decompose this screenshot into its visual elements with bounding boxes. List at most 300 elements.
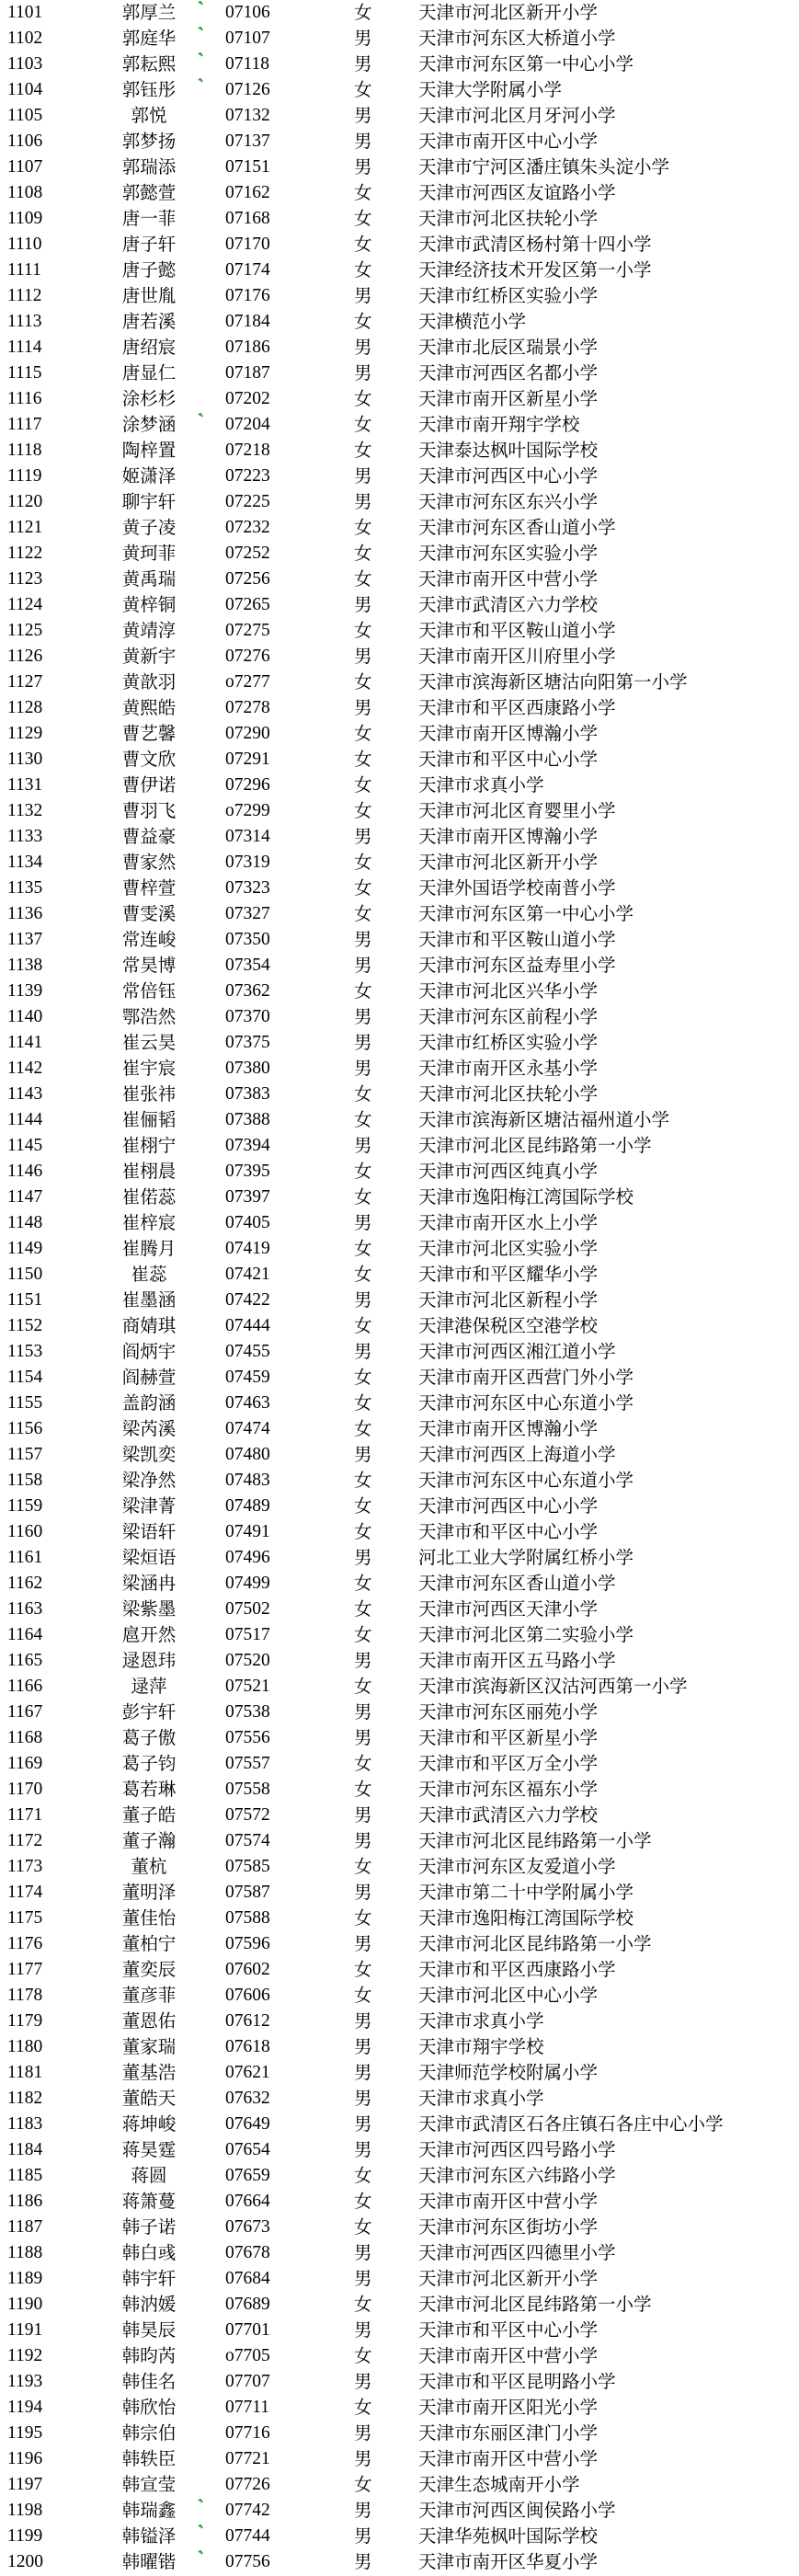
exam-code: 07612: [225, 2011, 270, 2031]
row-number: 1112: [7, 286, 42, 305]
row-number: 1199: [7, 2526, 43, 2546]
school-name: 天津市南开区中营小学: [418, 568, 599, 590]
school-name: 天津市南开区新星小学: [418, 388, 599, 409]
table-row: [0, 1391, 799, 1416]
gender: 男: [354, 2551, 372, 2572]
table-row: [0, 721, 799, 747]
school-name: 天津市滨海新区塘沽福州道小学: [418, 1109, 670, 1130]
student-name: 涂梦涵: [121, 414, 177, 435]
table-row: [0, 1880, 799, 1906]
table-row: [0, 180, 799, 206]
school-name: 天津市河北区育婴里小学: [418, 800, 616, 821]
table-row: [0, 2189, 799, 2215]
table-row: [0, 644, 799, 670]
exam-code: o7299: [225, 801, 270, 820]
exam-code: 07137: [225, 132, 270, 151]
table-row: [0, 979, 799, 1004]
gender: 女: [354, 877, 372, 899]
exam-code: 07419: [225, 1239, 270, 1258]
school-name: 天津市河西区湘江道小学: [418, 1341, 616, 1362]
row-number: 1190: [7, 2295, 43, 2314]
row-number: 1113: [7, 312, 42, 331]
row-number: 1123: [7, 569, 43, 589]
school-name: 天津市河东区益寿里小学: [418, 955, 616, 976]
student-name: 姬潇泽: [121, 465, 177, 487]
student-name: 崔栩宁: [121, 1135, 177, 1156]
student-name: 黄梓铜: [121, 594, 177, 615]
exam-code: 07664: [225, 2192, 270, 2211]
school-name: 天津市武清区六力学校: [418, 594, 599, 615]
gender: 男: [354, 1804, 372, 1826]
gender: 女: [354, 1238, 372, 1259]
school-name: 天津市河北区第二实验小学: [418, 1624, 634, 1645]
school-name: 天津市南开区中营小学: [418, 2191, 599, 2212]
row-number: 1161: [7, 1548, 43, 1567]
school-name: 天津市河东区大桥道小学: [418, 28, 616, 49]
gender: 男: [354, 1650, 372, 1671]
table-row: [0, 1622, 799, 1648]
exam-code: 07556: [225, 1728, 270, 1747]
table-row: [0, 1906, 799, 1931]
school-name: 天津市河北区昆纬路第一小学: [418, 1830, 652, 1851]
exam-code: 07602: [225, 1960, 270, 1979]
row-number: 1180: [7, 2037, 43, 2056]
row-number: 1188: [7, 2243, 43, 2262]
table-row: [0, 1262, 799, 1288]
green-tick-mark-icon: [197, 2549, 208, 2575]
student-name: 董柏宁: [121, 1933, 177, 1954]
table-row: [0, 541, 799, 567]
exam-code: 07168: [225, 209, 270, 228]
gender: 男: [354, 955, 372, 976]
green-tick-mark-icon: [197, 2524, 208, 2549]
gender: 男: [354, 2062, 372, 2083]
school-name: 天津市逸阳梅江湾国际学校: [418, 1907, 634, 1929]
school-name: 天津生态城南开小学: [418, 2474, 580, 2495]
table-row: [0, 876, 799, 901]
row-number: 1116: [7, 389, 42, 408]
school-name: 天津市河东区友爱道小学: [418, 1856, 616, 1877]
row-number: 1194: [7, 2398, 43, 2417]
student-name: 郭耘熙: [121, 53, 177, 74]
exam-code: 07132: [225, 106, 270, 125]
table-row: [0, 1931, 799, 1957]
school-name: 天津市和平区昆明路小学: [418, 2371, 616, 2392]
table-row: [0, 206, 799, 232]
exam-code: 07463: [225, 1393, 270, 1413]
gender: 女: [354, 1856, 372, 1877]
school-name: 天津市和平区西康路小学: [418, 1959, 616, 1980]
student-name: 葛若琳: [121, 1779, 177, 1800]
gender: 男: [354, 156, 372, 177]
school-name: 天津市河西区闽侯路小学: [418, 2500, 616, 2521]
table-row: [0, 232, 799, 258]
table-row: [0, 1185, 799, 1210]
school-name: 天津市南开区中营小学: [418, 2345, 599, 2366]
gender: 女: [354, 259, 372, 280]
gender: 女: [354, 568, 372, 590]
student-name: 唐一菲: [121, 208, 177, 229]
gender: 女: [354, 1573, 372, 1594]
row-number: 1120: [7, 492, 43, 511]
table-row: [0, 1828, 799, 1854]
exam-code: 07218: [225, 441, 270, 460]
table-row: [0, 26, 799, 52]
row-number: 1198: [7, 2501, 43, 2520]
school-name: 天津市武清区杨村第十四小学: [418, 234, 652, 255]
exam-code: 07596: [225, 1934, 270, 1953]
exam-code: 07489: [225, 1496, 270, 1516]
student-name: 郭厚兰: [121, 2, 177, 23]
table-row: [0, 927, 799, 953]
row-number: 1168: [7, 1728, 43, 1747]
school-name: 天津经济技术开发区第一小学: [418, 259, 652, 280]
student-name: 梁芮溪: [121, 1418, 177, 1439]
student-name: 聊宇轩: [121, 491, 177, 512]
gender: 男: [354, 105, 372, 126]
student-name: 韩昀芮: [121, 2345, 177, 2366]
table-row: [0, 412, 799, 438]
gender: 女: [354, 311, 372, 332]
exam-code: 07362: [225, 981, 270, 1001]
student-name: 韩佳名: [121, 2371, 177, 2392]
exam-code: 07483: [225, 1471, 270, 1490]
row-number: 1157: [7, 1445, 43, 1464]
table-row: [0, 824, 799, 850]
school-name: 天津市和平区耀华小学: [418, 1264, 599, 1285]
school-name: 天津市河东区丽苑小学: [418, 1701, 599, 1723]
exam-code: 07327: [225, 904, 270, 923]
table-row: [0, 1674, 799, 1700]
student-name: 曹伊诺: [121, 774, 177, 796]
school-name: 天津市翔宇学校: [418, 2036, 544, 2057]
student-name: 董佳怡: [121, 1907, 177, 1929]
table-row: [0, 2163, 799, 2189]
gender: 女: [354, 2474, 372, 2495]
exam-code: 07265: [225, 595, 270, 614]
student-name: 郭梦扬: [121, 131, 177, 152]
student-name: 崔栩晨: [121, 1161, 177, 1182]
student-name: 崔俪韬: [121, 1109, 177, 1130]
row-number: 1141: [7, 1033, 43, 1052]
table-row: [0, 2369, 799, 2395]
row-number: 1127: [7, 672, 43, 692]
student-name: 逯萍: [131, 1676, 167, 1697]
row-number: 1126: [7, 647, 43, 666]
exam-code: 07618: [225, 2037, 270, 2056]
school-name: 天津市滨海新区塘沽向阳第一小学: [418, 671, 688, 693]
row-number: 1185: [7, 2166, 43, 2185]
exam-code: 07296: [225, 775, 270, 795]
gender: 男: [354, 2371, 372, 2392]
exam-code: 07742: [225, 2501, 270, 2520]
school-name: 天津市南开区永基小学: [418, 1058, 599, 1079]
school-name: 天津市南开区五马路小学: [418, 1650, 616, 1671]
exam-code: 07176: [225, 286, 270, 305]
table-row: [0, 1545, 799, 1571]
student-name: 逯恩玮: [121, 1650, 177, 1671]
row-number: 1131: [7, 775, 43, 795]
student-name: 董明泽: [121, 1882, 177, 1903]
row-number: 1197: [7, 2475, 43, 2494]
exam-code: 07276: [225, 647, 270, 666]
school-name: 天津市和平区中心小学: [418, 749, 599, 770]
student-name: 曹文欣: [121, 749, 177, 770]
student-name: 董子瀚: [121, 1830, 177, 1851]
row-number: 1163: [7, 1599, 43, 1619]
gender: 女: [354, 1161, 372, 1182]
exam-code: 07383: [225, 1084, 270, 1104]
gender: 女: [354, 1186, 372, 1208]
school-name: 天津外国语学校南普小学: [418, 877, 616, 899]
table-row: [0, 1133, 799, 1159]
student-name: 黄熙皓: [121, 697, 177, 718]
gender: 女: [354, 1907, 372, 1929]
student-name: 葛子钧: [121, 1753, 177, 1774]
exam-code: 07204: [225, 415, 270, 434]
row-number: 1115: [7, 363, 42, 383]
student-name: 蒋箫蔓: [121, 2191, 177, 2212]
gender: 男: [354, 53, 372, 74]
student-name: 韩白彧: [121, 2242, 177, 2263]
exam-code: 07106: [225, 3, 270, 22]
school-name: 天津华苑枫叶国际学校: [418, 2525, 599, 2547]
exam-code: 07459: [225, 1368, 270, 1387]
row-number: 1192: [7, 2346, 43, 2365]
school-name: 天津港保税区空港学校: [418, 1315, 599, 1336]
table-row: [0, 1416, 799, 1442]
gender: 男: [354, 1212, 372, 1233]
gender: 男: [354, 1547, 372, 1568]
table-row: [0, 438, 799, 464]
exam-code: 07202: [225, 389, 270, 408]
table-row: [0, 155, 799, 180]
school-name: 河北工业大学附属红桥小学: [418, 1547, 634, 1568]
gender: 女: [354, 1083, 372, 1105]
gender: 男: [354, 465, 372, 487]
exam-code: 07375: [225, 1033, 270, 1052]
gender: 女: [354, 1367, 372, 1388]
exam-code: 07184: [225, 312, 270, 331]
student-name: 梁凯奕: [121, 1444, 177, 1465]
table-row: [0, 1468, 799, 1494]
school-name: 天津市南开区阳光小学: [418, 2397, 599, 2418]
table-row: [0, 1648, 799, 1674]
table-row: [0, 309, 799, 335]
school-name: 天津泰达枫叶国际学校: [418, 440, 599, 461]
school-name: 天津市北辰区瑞景小学: [418, 337, 599, 358]
row-number: 1143: [7, 1084, 43, 1104]
row-number: 1140: [7, 1007, 43, 1026]
student-name: 崔云昊: [121, 1032, 177, 1053]
student-name: 阎赫萱: [121, 1367, 177, 1388]
student-name: 董奕辰: [121, 1959, 177, 1980]
student-name: 蒋昊霆: [121, 2139, 177, 2160]
table-row: [0, 515, 799, 541]
school-name: 天津市河北区新开小学: [418, 2268, 599, 2289]
table-row: [0, 489, 799, 515]
school-name: 天津市河北区中心小学: [418, 1985, 599, 2006]
gender: 男: [354, 2010, 372, 2032]
exam-code: 07174: [225, 260, 270, 280]
student-name: 韩汭媛: [121, 2294, 177, 2315]
school-name: 天津市河北区实验小学: [418, 1238, 599, 1259]
gender: 男: [354, 929, 372, 950]
student-name: 崔墨涵: [121, 1289, 177, 1311]
school-name: 天津市河北区昆纬路第一小学: [418, 2294, 652, 2315]
gender: 女: [354, 1985, 372, 2006]
exam-code: 07744: [225, 2526, 270, 2546]
table-row: [0, 773, 799, 798]
row-number: 1156: [7, 1419, 43, 1438]
table-row: [0, 567, 799, 592]
gender: 女: [354, 1521, 372, 1542]
school-name: 天津市河西区名都小学: [418, 362, 599, 384]
exam-code: 07278: [225, 698, 270, 717]
school-name: 天津市求真小学: [418, 2010, 544, 2032]
gender: 女: [354, 440, 372, 461]
exam-code: 07455: [225, 1342, 270, 1361]
row-number: 1102: [7, 29, 43, 48]
row-number: 1121: [7, 518, 43, 537]
table-row: [0, 1082, 799, 1107]
student-name: 崔张祎: [121, 1083, 177, 1105]
exam-code: 07225: [225, 492, 270, 511]
gender: 女: [354, 1392, 372, 1414]
student-name: 韩欣怡: [121, 2397, 177, 2418]
gender: 女: [354, 1470, 372, 1491]
school-name: 天津市和平区万全小学: [418, 1753, 599, 1774]
gender: 女: [354, 182, 372, 203]
gender: 男: [354, 826, 372, 847]
green-tick-mark-icon: [197, 0, 208, 26]
table-row: [0, 1339, 799, 1365]
row-number: 1152: [7, 1316, 43, 1335]
gender: 男: [354, 2088, 372, 2109]
row-number: 1154: [7, 1368, 43, 1387]
student-name: 常昊博: [121, 955, 177, 976]
school-name: 天津市河东区香山道小学: [418, 1573, 616, 1594]
school-name: 天津市南开区华夏小学: [418, 2551, 599, 2572]
exam-code: 07354: [225, 956, 270, 975]
school-name: 天津市南开区中营小学: [418, 2448, 599, 2469]
table-row: [0, 2318, 799, 2343]
exam-code: 07118: [225, 54, 270, 74]
table-row: [0, 1442, 799, 1468]
table-row: [0, 283, 799, 309]
gender: 女: [354, 1624, 372, 1645]
exam-code: 07126: [225, 80, 270, 99]
school-name: 天津市和平区鞍山道小学: [418, 620, 616, 641]
student-name: 韩宇轩: [121, 2268, 177, 2289]
school-name: 天津市河东区香山道小学: [418, 517, 616, 538]
gender: 男: [354, 491, 372, 512]
student-name: 盖韵涵: [121, 1392, 177, 1414]
green-tick-mark-icon: [197, 2498, 208, 2524]
gender: 女: [354, 79, 372, 100]
table-row: [0, 2343, 799, 2369]
row-number: 1173: [7, 1857, 43, 1876]
school-name: 天津市河北区月牙河小学: [418, 105, 616, 126]
table-row: [0, 670, 799, 695]
exam-code: 07632: [225, 2089, 270, 2108]
row-number: 1181: [7, 2063, 43, 2082]
school-name: 天津市南开区博瀚小学: [418, 1418, 599, 1439]
school-name: 天津市河北区昆纬路第一小学: [418, 1135, 652, 1156]
student-name: 梁净然: [121, 1470, 177, 1491]
row-number: 1110: [7, 235, 42, 254]
student-name: 董彦菲: [121, 1985, 177, 2006]
gender: 男: [354, 1933, 372, 1954]
school-name: 天津市武清区六力学校: [418, 1804, 599, 1826]
school-name: 天津市河东区六纬路小学: [418, 2165, 616, 2186]
gender: 女: [354, 980, 372, 1002]
exam-code: 07499: [225, 1574, 270, 1593]
exam-code: 07521: [225, 1677, 270, 1696]
student-name: 韩镒泽: [121, 2525, 177, 2547]
exam-code: 07232: [225, 518, 270, 537]
table-row: [0, 1571, 799, 1597]
gender: 男: [354, 28, 372, 49]
exam-code: 07520: [225, 1651, 270, 1670]
student-name: 郭钰彤: [121, 79, 177, 100]
table-row: [0, 1700, 799, 1725]
student-name: 韩昊辰: [121, 2319, 177, 2341]
student-name: 黄禹瑞: [121, 568, 177, 590]
exam-code: 07395: [225, 1162, 270, 1181]
student-name: 涂杉杉: [121, 388, 177, 409]
school-name: 天津市河西区天津小学: [418, 1598, 599, 1620]
gender: 女: [354, 2294, 372, 2315]
exam-code: 07474: [225, 1419, 270, 1438]
exam-code: 07323: [225, 878, 270, 898]
exam-code: 07319: [225, 853, 270, 872]
row-number: 1193: [7, 2372, 43, 2391]
student-name: 唐世胤: [121, 285, 177, 306]
table-row: [0, 0, 799, 26]
student-name: 董恩佑: [121, 2010, 177, 2032]
table-row: [0, 2472, 799, 2498]
table-row: [0, 2009, 799, 2034]
gender: 男: [354, 2319, 372, 2341]
exam-code: 07574: [225, 1831, 270, 1850]
table-row: [0, 1288, 799, 1313]
gender: 男: [354, 1058, 372, 1079]
exam-code: 07491: [225, 1522, 270, 1541]
student-name: 崔梓宸: [121, 1212, 177, 1233]
exam-code: 07252: [225, 544, 270, 563]
row-number: 1186: [7, 2192, 43, 2211]
gender: 女: [354, 1495, 372, 1517]
exam-code: 07496: [225, 1548, 270, 1567]
school-name: 天津市河西区四德里小学: [418, 2242, 616, 2263]
exam-code: 07654: [225, 2140, 270, 2159]
school-name: 天津市河东区街坊小学: [418, 2216, 599, 2238]
exam-code: 07162: [225, 183, 270, 202]
table-row: [0, 1725, 799, 1751]
gender: 男: [354, 1830, 372, 1851]
exam-code: 07422: [225, 1290, 270, 1310]
row-number: 1142: [7, 1059, 43, 1078]
school-name: 天津市河北区昆纬路第一小学: [418, 1933, 652, 1954]
row-number: 1165: [7, 1651, 43, 1670]
gender: 女: [354, 388, 372, 409]
school-name: 天津市河东区中心东道小学: [418, 1392, 634, 1414]
row-number: 1158: [7, 1471, 43, 1490]
exam-code: 07444: [225, 1316, 270, 1335]
table-row: [0, 386, 799, 412]
school-name: 天津市河西区四号路小学: [418, 2139, 616, 2160]
